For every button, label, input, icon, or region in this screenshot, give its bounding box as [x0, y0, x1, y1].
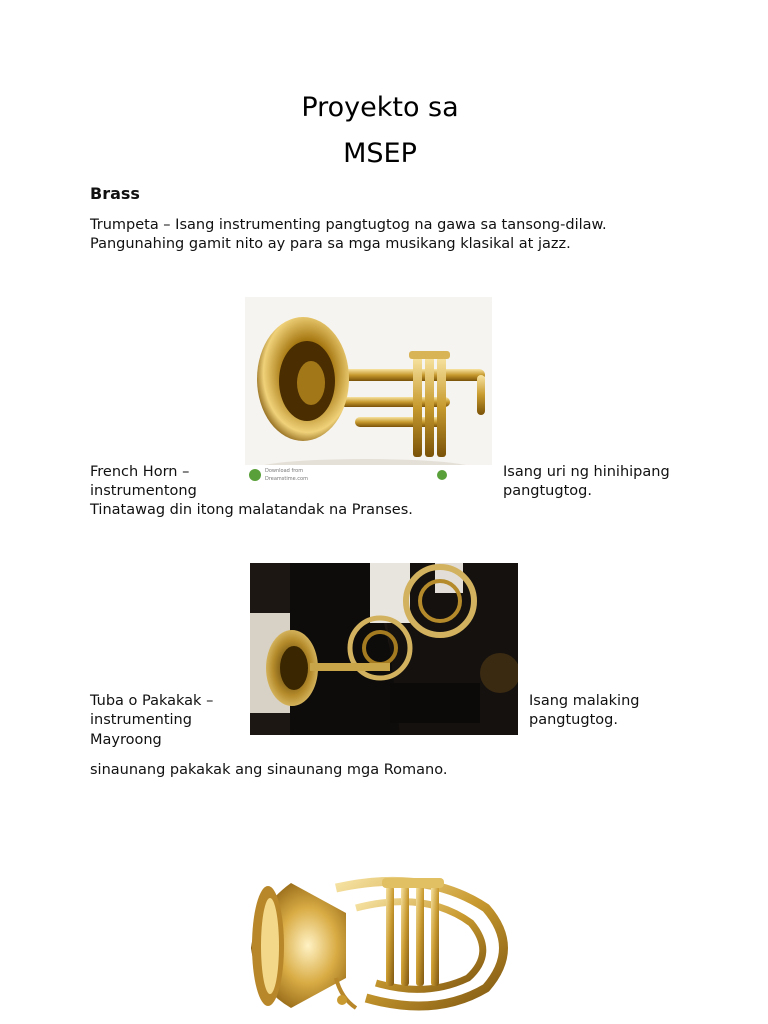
tuba-left-line-1: Tuba o Pakakak – [90, 693, 214, 709]
trumpet-watermark-line-1: Download from [265, 468, 304, 474]
tuba-left-line-2: instrumenting [90, 712, 192, 728]
tuba-right-line-2: pangtugtog. [529, 712, 618, 728]
french-horn-left-line-1: French Horn – [90, 464, 190, 480]
french-horn-image [250, 563, 518, 735]
title-line-1: Proyekto sa [301, 92, 459, 123]
tuba-left-line-3: Mayroong [90, 732, 162, 748]
tuba-image [246, 868, 526, 1024]
tuba-right-line-1: Isang malaking [529, 693, 640, 709]
french-horn-right-line-1: Isang uri ng hinihipang [503, 464, 670, 480]
trumpeta-line-1: Trumpeta – Isang instrumenting pangtugtog na gawa sa tansong-dilaw. [90, 217, 607, 233]
trumpeta-line-2: Pangunahing gamit nito ay para sa mga musikang klasikal at jazz. [90, 236, 571, 252]
french-horn-right-line-2: pangtugtog. [503, 483, 592, 499]
section-heading: Brass [90, 184, 140, 203]
french-horn-left-line-2: instrumentong [90, 483, 197, 499]
french-horn-line-3: Tinatawag din itong malatandak na Pranses. [90, 502, 413, 518]
title-line-2: MSEP [343, 138, 417, 169]
tuba-line-4: sinaunang pakakak ang sinaunang mga Romano. [90, 762, 448, 778]
trumpet-image [245, 297, 492, 485]
trumpet-watermark-line-2: Dreamstime.com [265, 476, 308, 482]
